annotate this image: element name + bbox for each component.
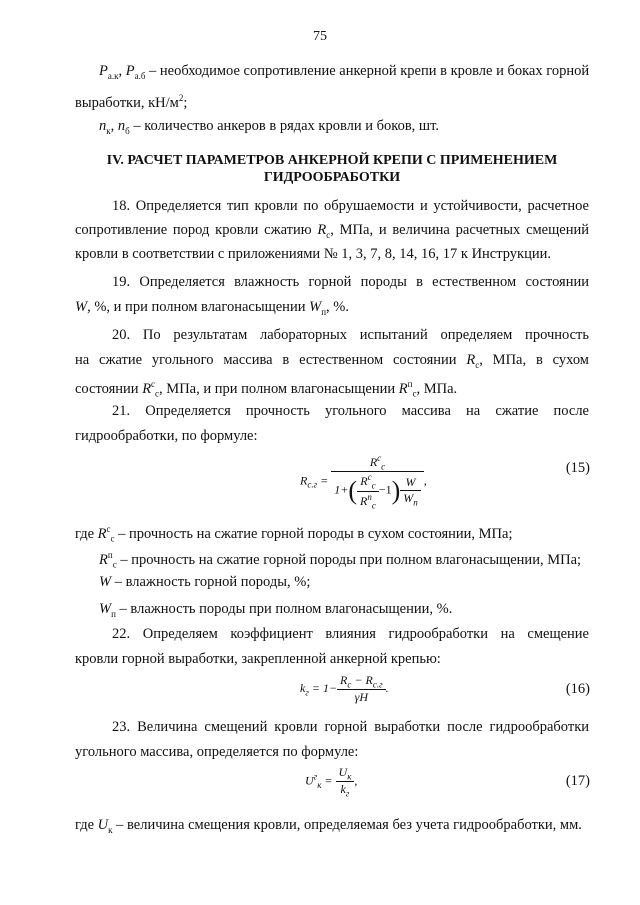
paragraph-18-line-3: кровли в соответствии с приложениями № 1, 3, 7, 8, 14, 16, 17 к Инструкции. [75,246,552,262]
definition-uk: где $U_к$ – величина смещения кровли, определяемая без учета гидрообработки, мм. [75,817,582,835]
paragraph-19-line-2: W, %, и при полном влагонасыщении $W_п$, %. [75,299,349,317]
paragraph-18-line-2: сопротивление пород кровли сжатию $R_c$, МПа, и величина расчетных смещений [75,222,590,240]
formula-15: $R_{с.г}$ = $R^с_с$ 1+( $\frac{R^с_с}{R^п_с}$ −1) $\frac{W}{W_п}$ , [300,453,427,511]
formula-17: $U^г_к$ = $\frac{U_к}{k_г}$ , [305,765,358,799]
equation-number-17: (17) [565,773,590,789]
definition-w: W – влажность горной породы, %; [99,574,311,590]
paragraph-19-line-1: 19. Определяется влажность горной породы в естественном состоянии [112,274,589,290]
paragraph-18-line-1: 18. Определяется тип кровли по обрушаемости и устойчивости, расчетное [112,198,589,214]
definition-p-ak-ab: $P_{а.к}$, $P_{а.б}$ – необходимое сопротивление анкерной крепи в кровле и боках горной [99,63,590,81]
definition-p-continuation: выработки, $кН/м^2$; [75,93,188,111]
equation-number-15: (15) [565,460,590,476]
paragraph-22-line-2: кровли горной выработки, закрепленной анкерной крепью: [75,651,441,667]
paragraph-20-line-1: 20. По результатам лабораторных испытаний определяем прочность [112,327,589,343]
paragraph-21-line-1: 21. Определяется прочность угольного массива на сжатие после [112,403,589,419]
paragraph-23-line-2: угольного массива, определяется по формуле: [75,744,359,760]
page-number: 75 [313,29,327,44]
definition-n-k-b: $n_к$, $n_б$ – количество анкеров в рядах кровли и боков, шт. [99,118,439,136]
definition-wp: $W_п$ – влажность породы при полном влагонасыщении, %. [99,601,453,619]
definition-rpc: $R^п_c$ – прочность на сжатие горной породы при полном влагонасыщении, МПа; [99,550,582,570]
section-heading-line-2: ГИДРООБРАБОТКИ [263,170,401,185]
section-heading-line-1: IV. РАСЧЕТ ПАРАМЕТРОВ АНКЕРНОЙ КРЕПИ С ПРИМЕНЕНИЕМ [106,153,558,168]
paragraph-20-line-3: состоянии $R^c_c$, МПа, и при полном влагонасыщении $R^п_c$, МПа. [75,379,458,399]
formula-16: $k_г = 1-$ $\frac{R_с - R_{с.г}}{\gamma H}$ . [300,673,389,705]
equation-number-16: (16) [565,681,590,697]
paragraph-21-line-2: гидрообработки, по формуле: [75,428,258,444]
paragraph-20-line-2: на сжатие угольного массива в естественном состоянии $R_c$, МПа, в сухом [75,352,589,370]
definition-rcc: где $R^c_c$ – прочность на сжатие горной породы в сухом состоянии, МПа; [75,524,513,544]
paragraph-22-line-1: 22. Определяем коэффициент влияния гидрообработки на смещение [112,626,589,642]
section-heading [75,152,589,186]
paragraph-23-line-1: 23. Величина смещений кровли горной выработки после гидрообработки [112,719,589,735]
